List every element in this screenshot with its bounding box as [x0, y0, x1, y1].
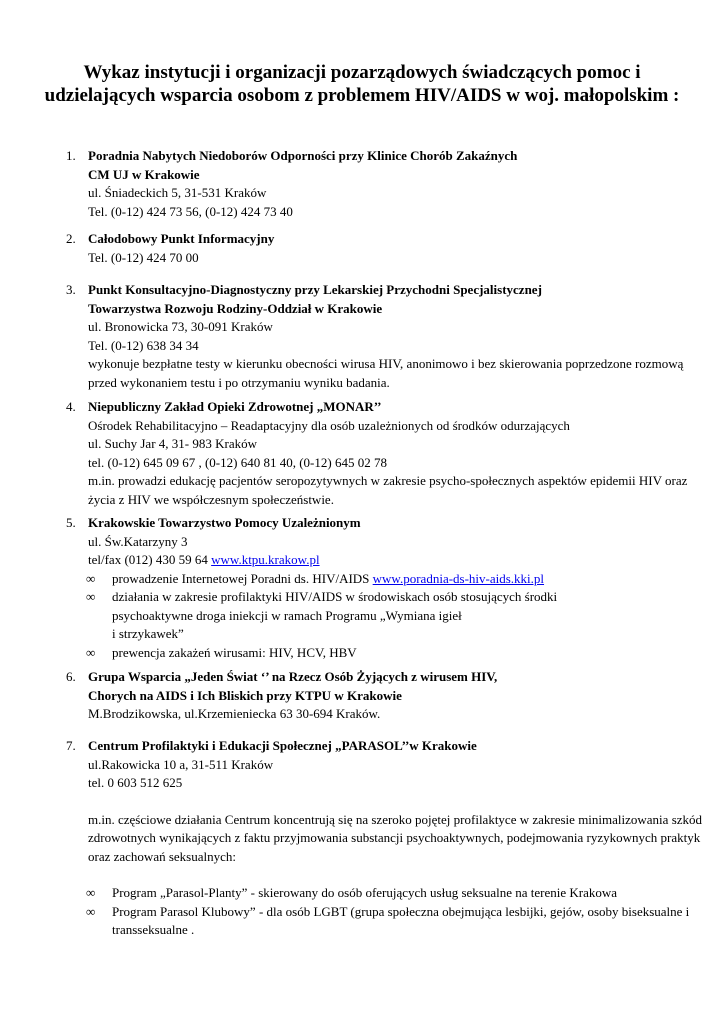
item-number: 1.	[66, 148, 76, 163]
item-number: 6.	[66, 669, 76, 684]
infinity-bullet-icon: ∞	[86, 570, 96, 586]
org-address: ul. Bronowicka 73, 30-091 Kraków	[88, 319, 273, 334]
org-phone: Tel. (0-12) 424 70 00	[88, 249, 199, 265]
org-name: Krakowskie Towarzystwo Pomocy Uzależnionym	[88, 515, 361, 530]
bullet-text: psychoaktywne droga iniekcji w ramach Programu „Wymiana igieł	[112, 607, 462, 623]
org-phone-line	[88, 551, 706, 570]
org-name: Punkt Konsultacyjno-Diagnostyczny przy Lekarskiej Przychodni Specjalistycznej	[88, 282, 542, 297]
org-address: ul. Św.Katarzyny 3	[88, 533, 188, 549]
bullet-item	[88, 570, 706, 589]
bullet-item	[88, 903, 706, 940]
org-name: Grupa Wsparcia „Jeden Świat ‘’ na Rzecz Osób Żyjących z wirusem HIV,	[88, 669, 498, 684]
org-subtitle: Ośrodek Rehabilitacyjno – Readaptacyjny dla osób uzależnionych od środków odurzających	[88, 417, 570, 433]
website-link[interactable]: www.ktpu.krakow.pl	[211, 552, 320, 567]
bullet-item	[88, 588, 706, 644]
org-name: Całodobowy Punkt Informacyjny	[88, 231, 275, 246]
infinity-bullet-icon: ∞	[86, 885, 96, 900]
infinity-bullet-icon: ∞	[86, 589, 96, 604]
bullet-text: Program Parasol Klubowy” - dla osób LGBT (grupa społeczna obejmująca lesbijki, gejów, osoby biseksualne i transseksualne .	[112, 903, 690, 937]
bullet-item	[88, 884, 706, 903]
org-description: m.in. prowadzi edukację pacjentów seropozytywnych w zakresie psycho-społecznych aspektów epidemii HIV oraz życia z HIV we współczesnym społeczeństwie.	[88, 473, 688, 507]
org-address: ul. Suchy Jar 4, 31- 983 Kraków	[88, 436, 257, 451]
bullet-text: prowadzenie Internetowej Poradni ds. HIV/AIDS	[112, 570, 373, 586]
org-phone: tel. (0-12) 645 09 67 , (0-12) 640 81 40, (0-12) 645 02 78	[88, 454, 387, 470]
item-number: 5.	[66, 515, 76, 530]
org-description: m.in. częściowe działania Centrum koncentrują się na szeroko pojętej profilaktyce w zakresie minimalizowania szkód zdrowotnych wynikających z faktu przyjmowania substancji psychoaktywnych, podejmowania ryzykownych praktyk oraz zachowań seksualnych:	[88, 811, 703, 864]
org-address: M.Brodzikowska, ul.Krzemieniecka 63 30-694 Kraków.	[88, 706, 381, 721]
item-number: 4.	[66, 399, 76, 414]
infinity-bullet-icon: ∞	[86, 644, 96, 660]
org-name: Towarzystwa Rozwoju Rodziny-Oddział w Krakowie	[88, 300, 383, 316]
bullet-text: prewencja zakażeń wirusami: HIV, HCV, HBV	[112, 644, 357, 660]
org-name: Centrum Profilaktyki i Edukacji Społecznej „PARASOL’’w Krakowie	[88, 738, 477, 753]
document-title: Wykaz instytucji i organizacji pozarządowych świadczących pomoc i udzielających wsparcia osobom z problemem HIV/AIDS w woj. małopolskim :	[44, 62, 680, 106]
item-number: 2.	[66, 231, 76, 246]
org-name: Chorych na AIDS i Ich Bliskich przy KTPU w Krakowie	[88, 687, 402, 703]
bullet-text: Program „Parasol-Planty” - skierowany do osób oferujących usług seksualne na terenie Krakowa	[112, 885, 618, 900]
counseling-link[interactable]: www.poradnia-ds-hiv-aids.kki.pl	[372, 570, 545, 586]
org-phone: Tel. (0-12) 638 34 34	[88, 337, 199, 353]
org-name: Poradnia Nabytych Niedoborów Odporności przy Klinice Chorób Zakaźnych	[88, 148, 518, 163]
org-name: Niepubliczny Zakład Opieki Zdrowotnej „MONAR’’	[88, 399, 382, 414]
org-phone: tel/fax (012) 430 59 64	[88, 552, 212, 567]
org-address: ul. Śniadeckich 5, 31-531 Kraków	[88, 185, 267, 200]
item-number: 7.	[66, 738, 76, 753]
infinity-bullet-icon: ∞	[86, 903, 96, 919]
org-description: wykonuje bezpłatne testy w kierunku obecności wirusa HIV, anonimowo i bez skierowania poprzedzone rozmową przed wykonaniem testu i po otrzymaniu wyniku badania.	[88, 356, 684, 390]
item-number: 3.	[66, 282, 76, 297]
org-phone: Tel. (0-12) 424 73 56, (0-12) 424 73 40	[88, 203, 293, 219]
bullet-text: działania w zakresie profilaktyki HIV/AIDS w środowiskach osób stosujących środki	[112, 589, 558, 604]
org-name: CM UJ w Krakowie	[88, 166, 200, 182]
bullet-text: i strzykawek”	[112, 626, 184, 641]
bullet-item	[88, 644, 706, 663]
org-address: ul.Rakowicka 10 a, 31-511 Kraków	[88, 756, 274, 772]
org-phone: tel. 0 603 512 625	[88, 775, 183, 790]
